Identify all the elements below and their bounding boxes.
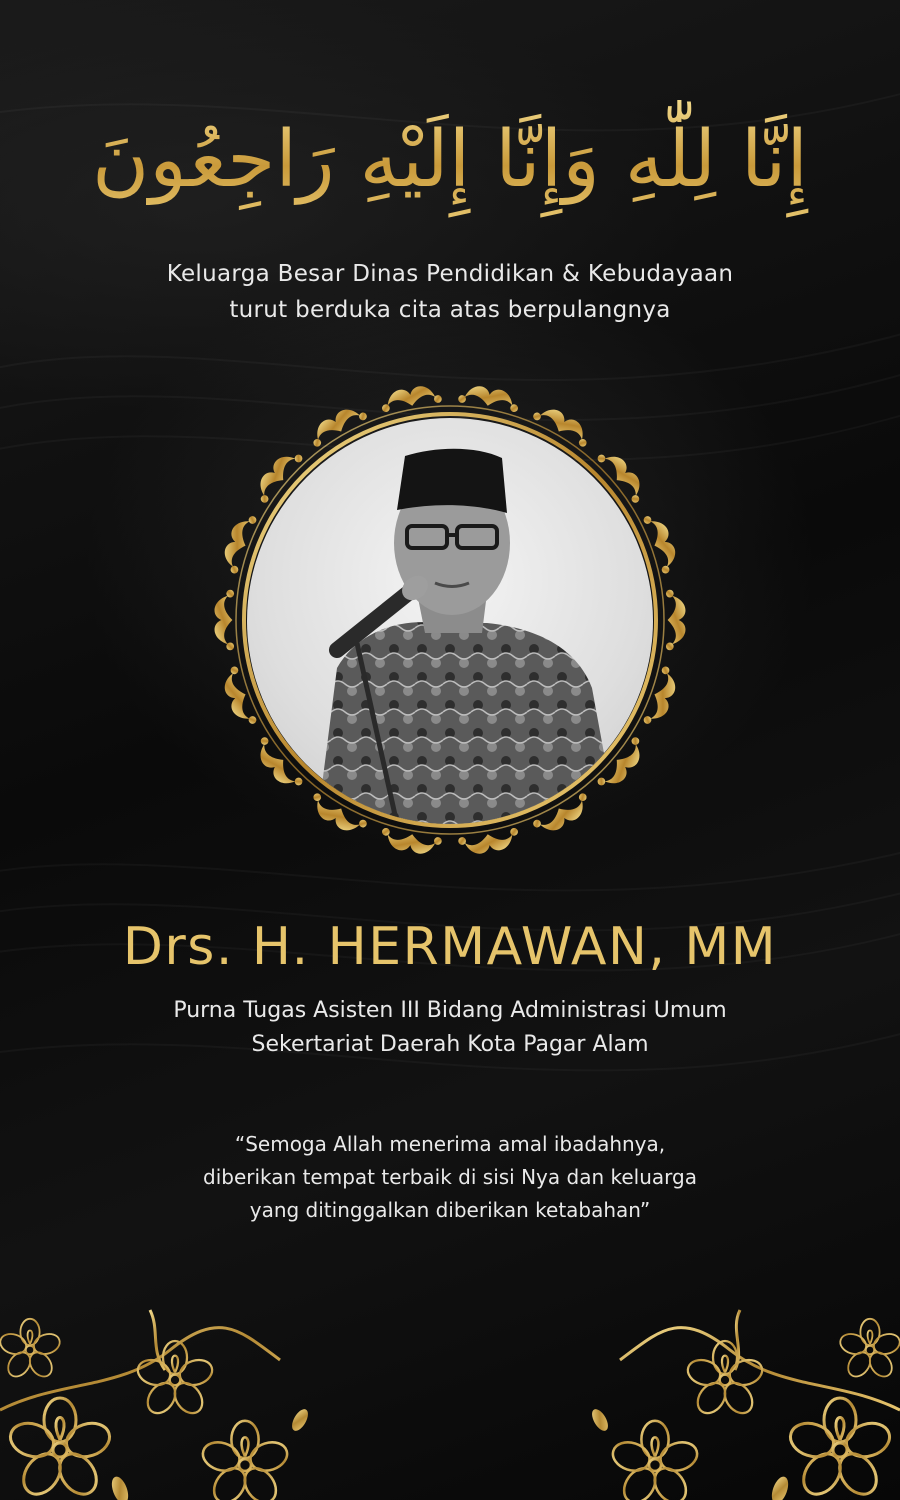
- frame-scroll-ornament: [458, 383, 521, 413]
- frame-scroll-ornament: [306, 792, 368, 839]
- frame-scroll-ornament: [596, 445, 650, 504]
- prayer-line-1: “Semoga Allah menerima amal ibadahnya,: [234, 1132, 666, 1156]
- frame-scroll-ornament: [532, 401, 594, 448]
- prayer-quote: [0, 1128, 900, 1227]
- intro-text: [0, 256, 900, 328]
- frame-scroll-ornament: [596, 736, 650, 795]
- gold-flower-outline-icon: [0, 1290, 900, 1500]
- frame-scroll-ornament: [666, 590, 686, 651]
- position-line-1: Purna Tugas Asisten III Bidang Administrasi Umum: [173, 998, 727, 1023]
- frame-scroll-ornament: [379, 827, 442, 857]
- intro-line-1: Keluarga Besar Dinas Pendidikan & Kebudayaan: [166, 261, 734, 287]
- frame-scroll-ornament: [379, 383, 442, 413]
- prayer-line-3: yang ditinggalkan diberikan ketabahan”: [249, 1198, 651, 1222]
- prayer-line-2: diberikan tempat terbaik di sisi Nya dan keluarga: [203, 1165, 697, 1189]
- ornamental-gold-frame-icon: [205, 375, 695, 865]
- frame-scroll-ornament: [532, 792, 594, 839]
- position-line-2: Sekertariat Daerah Kota Pagar Alam: [251, 1032, 649, 1057]
- frame-scroll-ornament: [458, 827, 521, 857]
- frame-scroll-ornament: [215, 590, 235, 651]
- frame-scroll-ornament: [250, 736, 304, 795]
- deceased-name: Drs. H. HERMAWAN, MM: [122, 917, 778, 977]
- arabic-verse: إِنَّا لِلّٰهِ وَإِنَّا إِلَيْهِ رَاجِعُونَ: [0, 100, 900, 220]
- deceased-position: [0, 994, 900, 1062]
- frame-scroll-ornament: [306, 401, 368, 448]
- frame-scroll-ornament: [250, 445, 304, 504]
- intro-line-2: turut berduka cita atas berpulangnya: [229, 297, 671, 323]
